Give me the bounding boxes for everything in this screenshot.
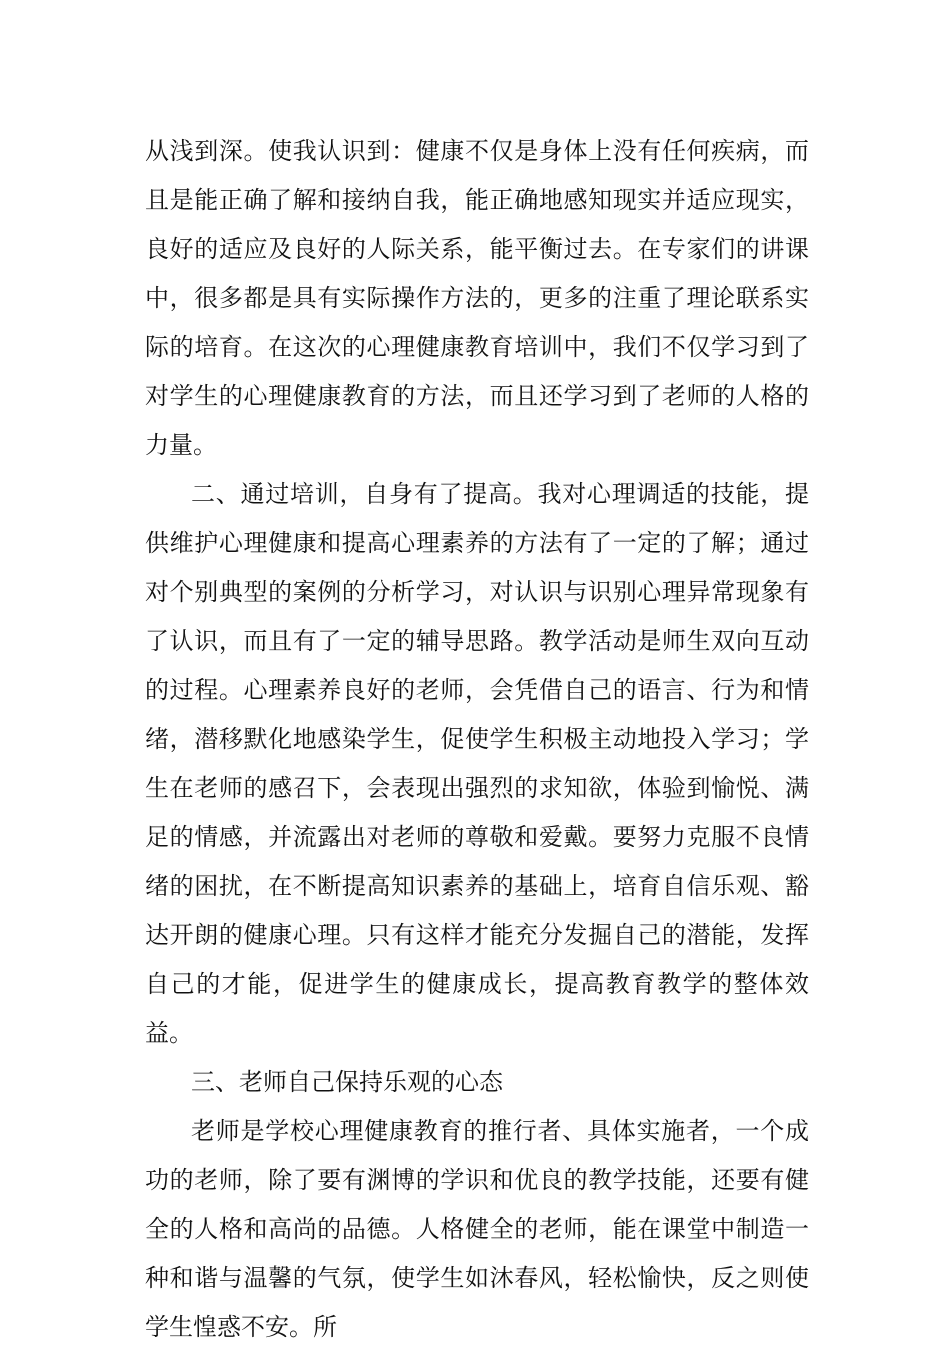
document-body — [145, 127, 809, 1352]
paragraph-section-three: 老师是学校心理健康教育的推行者、具体实施者，一个成功的老师，除了要有渊博的学识和优良的教学技能，还要有健全的人格和高尚的品德。人格健全的老师，能在课堂中制造一种和谐与温馨的气氛，使学生如沐春风，轻松愉快，反之则使学生惶惑不安。所 — [145, 1117, 809, 1341]
heading-section-three: 三、老师自己保持乐观的心态 — [191, 1068, 503, 1096]
paragraph-section-two: 二、通过培训，自身有了提高。我对心理调适的技能，提供维护心理健康和提高心理素养的方法有了一定的了解；通过对个别典型的案例的分析学习，对认识与识别心理异常现象有了认识，而且有了一定的辅导思路。教学活动是师生双向互动的过程。心理素养良好的老师，会凭借自己的语言、行为和情绪，潜移默化地感染学生，促使学生积极主动地投入学习；学生在老师的感召下，会表现出强烈的求知欲，体验到愉悦、满足的情感，并流露出对老师的尊敬和爱戴。要努力克服不良情绪的困扰，在不断提高知识素养的基础上，培育自信乐观、豁达开朗的健康心理。只有这样才能充分发掘自己的潜能，发挥自己的才能，促进学生的健康成长，提高教育教学的整体效益。 — [145, 480, 809, 1047]
paragraph-continuation: 从浅到深。使我认识到：健康不仅是身体上没有任何疾病，而且是能正确了解和接纳自我，能正确地感知现实并适应现实，良好的适应及良好的人际关系，能平衡过去。在专家们的讲课中，很多都是具有实际操作方法的，更多的注重了理论联系实际的培育。在这次的心理健康教育培训中，我们不仅学习到了对学生的心理健康教育的方法，而且还学习到了老师的人格的力量。 — [145, 137, 809, 459]
